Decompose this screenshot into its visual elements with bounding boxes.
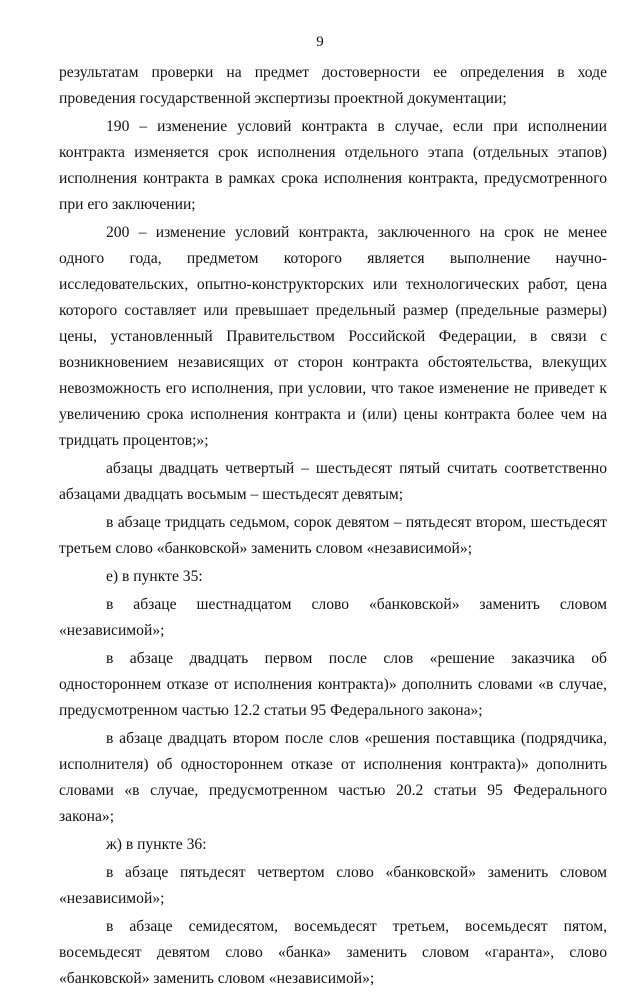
paragraph: абзацы двадцать четвертый – шестьдесят пятый считать соответственно абзацами двадцать восьмым – шестьдесят девятым;	[59, 460, 607, 503]
paragraph: 200 – изменение условий контракта, заключенного на срок не менее одного года, предметом которого является выполнение научно-исследовательских, опытно-конструкторских или технологических работ, цена которого составляет или превышает предельный размер (предельные размеры) цены, установленный Правительством Российской Федерации, в связи с возникновением независящих от сторон контракта обстоятельства, влекущих невозможность его исполнения, при условии, что такое изменение не приведет к увеличению срока исполнения контракта и (или) цены контракта более чем на тридцать процентов;»;	[59, 224, 607, 449]
paragraph: е) в пункте 35:	[106, 568, 203, 585]
paragraph: 190 – изменение условий контракта в случае, если при исполнении контракта изменяется срок исполнения отдельного этапа (отдельных этапов) исполнения контракта в рамках срока исполнения контракта, предусмотренного при его заключении;	[59, 118, 607, 213]
paragraph: в абзаце шестнадцатом слово «банковской» заменить словом «независимой»;	[59, 596, 607, 639]
page-number: 9	[316, 34, 324, 50]
paragraph: в абзаце двадцать втором после слов «решения поставщика (подрядчика, исполнителя) об одностороннем отказе от исполнения контракта)» дополнить словами «в случае, предусмотренном частью 20.2 статьи 95 Федерального закона»;	[59, 730, 607, 825]
paragraph: в абзаце семидесятом, восемьдесят третьем, восемьдесят пятом, восемьдесят девятом слово «банка» заменить словом «гаранта», слово «банковской» заменить словом «независимой»;	[59, 918, 607, 987]
paragraph: результатам проверки на предмет достоверности ее определения в ходе проведения государственной экспертизы проектной документации;	[59, 64, 607, 107]
paragraph: в абзаце тридцать седьмом, сорок девятом – пятьдесят втором, шестьдесят третьем слово «банковской» заменить словом «независимой»;	[59, 514, 607, 557]
paragraph: в абзаце двадцать первом после слов «решение заказчика об одностороннем отказе от исполнения контракта)» дополнить словами «в случае, предусмотренном частью 12.2 статьи 95 Федерального закона»;	[59, 650, 607, 719]
paragraph: в абзаце пятьдесят четвертом слово «банковской» заменить словом «независимой»;	[59, 864, 607, 907]
paragraph: ж) в пункте 36:	[106, 836, 207, 853]
document-body	[59, 60, 607, 992]
